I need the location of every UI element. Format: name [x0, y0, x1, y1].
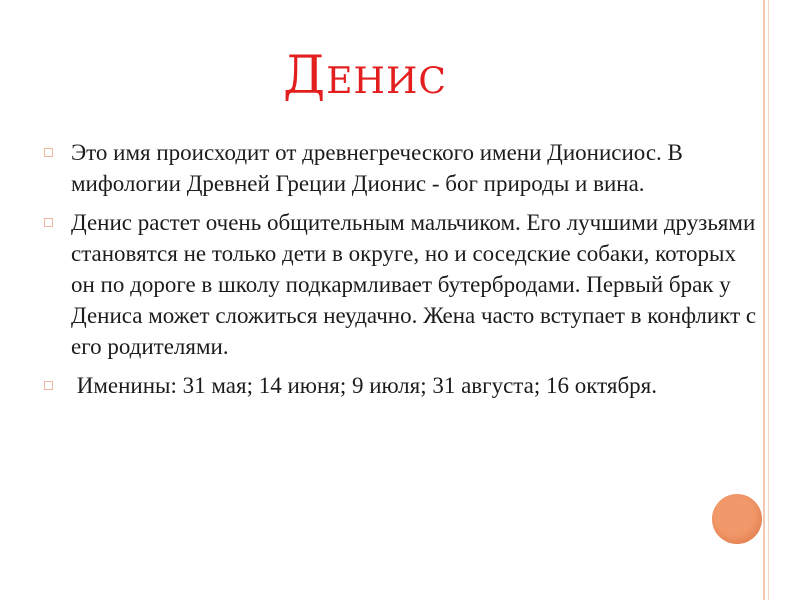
bullet-item: [44, 137, 764, 199]
bullet-text: Денис растет очень общительным мальчиком. Его лучшими друзьями становятся не только дети в округе, но и соседские собаки, которых он по дороге в школу подкармливает бутербродами. Первый брак у Дениса может сложиться неудачно. Жена часто вступает в конфликт с его родителями.: [71, 210, 757, 359]
bullet-text: Именины: 31 мая; 14 июня; 9 июля; 31 августа; 16 октября.: [71, 373, 657, 398]
bullet-item: [44, 207, 764, 362]
orange-circle-decoration: [712, 494, 762, 544]
bullet-item: [44, 370, 764, 401]
hollow-square-bullet-icon: [44, 148, 53, 157]
bullet-list: [44, 137, 764, 409]
hollow-square-bullet-icon: [44, 381, 53, 390]
hollow-square-bullet-icon: [44, 218, 53, 227]
bullet-text: Это имя происходит от древнегреческого имени Дионисиос. В мифологии Древней Греции Дионис - бог природы и вина.: [71, 140, 683, 196]
slide-title: Денис: [283, 46, 447, 106]
slide-border-inner: [768, 0, 769, 600]
